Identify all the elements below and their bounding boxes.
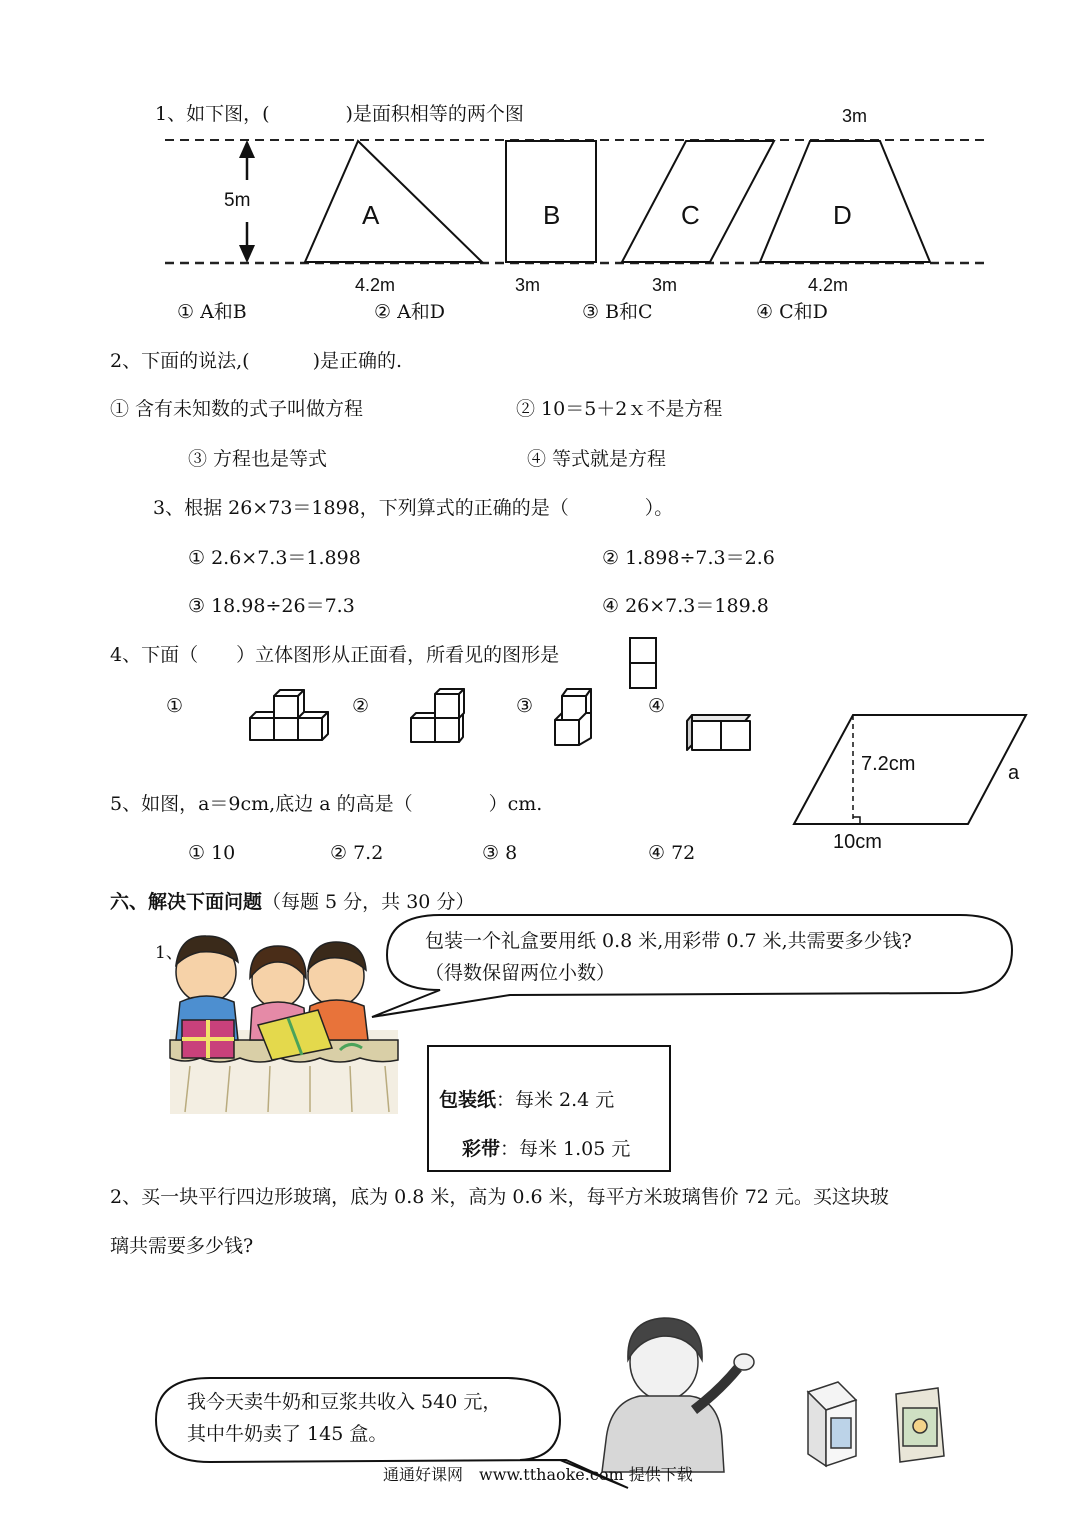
p3-bubble-line2: 其中牛奶卖了 145 盒。 [187,1423,388,1445]
q1-top-label-d: 3m [842,106,868,126]
soy-milk-bag-icon [896,1388,944,1462]
q4-solid-3 [555,689,591,745]
q1-option-3: ③ B和C [582,301,653,323]
q1-shape-a-label: A [362,200,380,230]
q1-height-label: 5m [224,190,251,211]
section6-title: 六、解决下面问题 [110,891,263,913]
p2-line2: 璃共需要多少钱? [110,1235,254,1257]
q1-shape-b-label: B [543,200,561,230]
q1-base-a: 4.2m [355,275,396,295]
section6-note: （每题 5 分，共 30 分） [262,891,475,913]
q5-base-label: 10cm [833,831,882,853]
q4-solid-4 [687,715,750,750]
q4-marker-3: ③ [516,695,534,717]
q3-option-4: ④ 26×7.3＝189.8 [602,595,769,617]
section6-heading [110,891,474,914]
q5-option-1: ① 10 [188,842,236,864]
q2-option-4: ④ 等式就是方程 [527,448,667,470]
q4-marker-2: ② [352,695,370,717]
q1-stem: 1、如下图，( )是面积相等的两个图 [155,103,524,125]
q4-front-view-icon [630,638,656,688]
p1-price-box [427,1045,671,1172]
footer-credit: 通通好课网 www.tthaoke.com 提供下载 [383,1465,693,1484]
q4-stem: 4、下面（ ）立体图形从正面看，所看见的图形是 [110,644,560,666]
p1-price-paper-value: ：每米 2.4 元 [496,1089,615,1111]
q5-option-2: ② 7.2 [330,842,384,864]
q3-option-3: ③ 18.98÷26＝7.3 [188,595,355,617]
q1-base-d: 4.2m [808,275,849,295]
q5-side-label: a [1008,762,1020,784]
q4-solid-1 [250,690,328,740]
q1-shape-c-label: C [681,200,700,230]
q3-stem: 3、根据 26×73＝1898，下列算式的正确的是（ ）。 [153,497,674,519]
q1-arrow-up-icon [239,140,255,158]
p1-price-ribbon [462,1138,630,1161]
p1-children-illustration [170,936,398,1114]
p1-number: 1、 [155,943,183,963]
q4-marker-1: ① [166,695,184,717]
q5-stem: 5、如图，a＝9cm,底边 a 的高是（ ）cm. [110,793,543,815]
q3-option-2: ② 1.898÷7.3＝2.6 [602,547,775,569]
q2-stem: 2、下面的说法,( )是正确的. [110,350,403,372]
q1-option-4: ④ C和D [756,301,828,323]
p1-bubble-line1: 包装一个礼盒要用纸 0.8 米,用彩带 0.7 米,共需要多少钱? [425,930,912,952]
q1-base-b: 3m [515,275,541,295]
p1-price-paper-label: 包装纸 [439,1089,497,1111]
q1-option-2: ② A和D [374,301,446,323]
p1-bubble-line2: （得数保留两位小数） [425,962,616,984]
q1-shape-d-label: D [833,200,852,230]
q2-option-1: ① 含有未知数的式子叫做方程 [110,398,364,420]
q3-option-1: ① 2.6×7.3＝1.898 [188,547,361,569]
q5-option-4: ④ 72 [648,842,696,864]
milk-carton-icon [808,1382,856,1466]
q5-height-label: 7.2cm [861,753,916,775]
q1-base-c: 3m [652,275,678,295]
p3-bubble-line1: 我今天卖牛奶和豆浆共收入 540 元， [187,1391,502,1413]
p1-price-paper [439,1089,614,1112]
q2-option-2: ② 10＝5＋2ｘ不是方程 [516,398,723,420]
p1-price-ribbon-label: 彩带 [462,1138,501,1160]
p1-price-ribbon-value: ：每米 1.05 元 [500,1138,631,1160]
q1-arrow-down-icon [239,245,255,263]
q1-shape-a [305,141,482,262]
q2-option-3: ③ 方程也是等式 [188,448,328,470]
q1-option-1: ① A和B [177,301,247,323]
p2-line1: 2、买一块平行四边形玻璃，底为 0.8 米，高为 0.6 米，每平方米玻璃售价 72 元。买这块玻 [110,1186,889,1208]
q4-marker-4: ④ [648,695,666,717]
q5-option-3: ③ 8 [482,842,518,864]
p3-girl-illustration [602,1318,754,1472]
q4-solid-2 [411,689,464,742]
